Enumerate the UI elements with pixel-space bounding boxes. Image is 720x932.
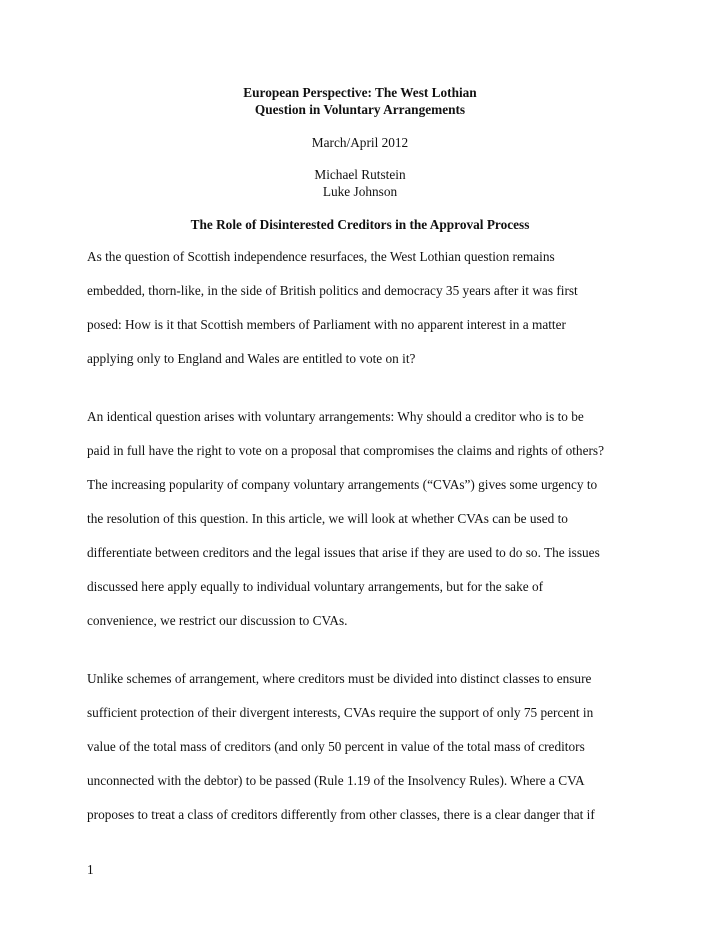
author-1: Michael Rutstein (314, 167, 406, 182)
paragraph-3-line: unconnected with the debtor) to be passed (Rule 1.19 of the Insolvency Rules). Where a CVA (87, 773, 585, 788)
title-line-2: Question in Voluntary Arrangements (254, 102, 466, 117)
paragraph-1-line: embedded, thorn-like, in the side of British politics and democracy 35 years after it was first (87, 283, 578, 298)
author-2: Luke Johnson (322, 184, 398, 199)
paragraph-2-line: the resolution of this question. In this article, we will look at whether CVAs can be used to (87, 511, 568, 526)
paragraph-2-line: discussed here apply equally to individual voluntary arrangements, but for the sake of (87, 579, 544, 594)
paragraph-1-line: posed: How is it that Scottish members of Parliament with no apparent interest in a matter (87, 317, 566, 332)
paragraph-2-line: differentiate between creditors and the legal issues that arise if they are used to do so. The issues (87, 545, 600, 560)
paragraph-2-line: The increasing popularity of company voluntary arrangements (“CVAs”) gives some urgency to (87, 477, 598, 492)
paragraph-1-line: As the question of Scottish independence resurfaces, the West Lothian question remains (87, 249, 555, 264)
paragraph-2-line: convenience, we restrict our discussion to CVAs. (87, 613, 348, 628)
paragraph-2-line: paid in full have the right to vote on a proposal that compromises the claims and rights of others? (87, 443, 604, 458)
title-line-1: European Perspective: The West Lothian (243, 85, 477, 100)
page-number: 1 (87, 862, 94, 877)
publication-date: March/April 2012 (311, 135, 409, 150)
paragraph-2-line: An identical question arises with voluntary arrangements: Why should a creditor who is to be (87, 409, 584, 424)
paragraph-3-line: Unlike schemes of arrangement, where creditors must be divided into distinct classes to ensure (87, 671, 592, 686)
paragraph-1-line: applying only to England and Wales are entitled to vote on it? (87, 351, 416, 366)
section-heading: The Role of Disinterested Creditors in the Approval Process (190, 217, 530, 232)
paragraph-3-line: sufficient protection of their divergent interests, CVAs require the support of only 75 percent in (87, 705, 594, 720)
paragraph-3-line: proposes to treat a class of creditors differently from other classes, there is a clear danger that if (87, 807, 595, 822)
paragraph-3-line: value of the total mass of creditors (and only 50 percent in value of the total mass of creditors (87, 739, 585, 754)
